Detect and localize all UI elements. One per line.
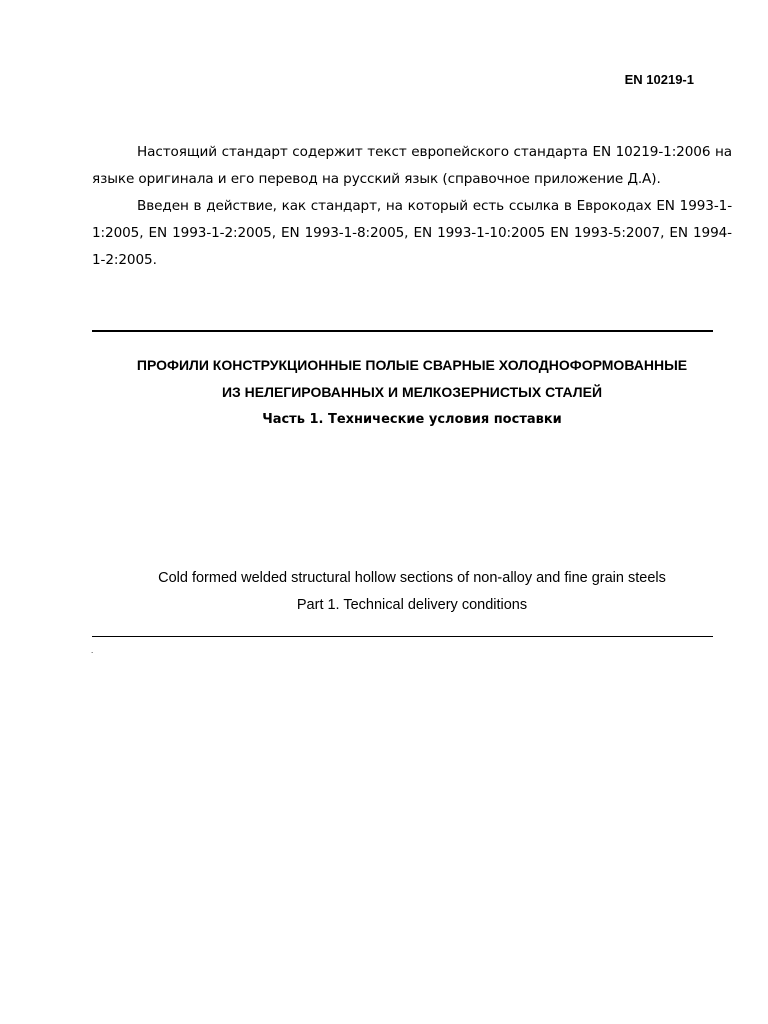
title-bottom-rule: [92, 636, 713, 637]
russian-title-line-2: ИЗ НЕЛЕГИРОВАННЫХ И МЕЛКОЗЕРНИСТЫХ СТАЛЕЙ: [221, 384, 603, 400]
english-title-line-2: Part 1. Technical delivery conditions: [296, 597, 528, 613]
standard-id: EN 10219-1: [624, 72, 694, 87]
intro-text: [92, 139, 732, 274]
english-title-line-1: Cold formed welded structural hollow sections of non-alloy and fine grain steels: [158, 570, 666, 586]
title-top-rule: [92, 330, 713, 332]
russian-title: [92, 352, 732, 406]
intro-paragraph-1: Настоящий стандарт содержит текст европейского стандарта EN 10219-1:2006 на языке оригинала и его перевод на русский язык (справочное приложение Д.А).: [92, 144, 732, 187]
russian-part-title: Часть 1. Технические условия поставки: [262, 412, 562, 427]
russian-title-line-1: ПРОФИЛИ КОНСТРУКЦИОННЫЕ ПОЛЫЕ СВАРНЫЕ ХОЛОДНОФОРМОВАННЫЕ: [136, 357, 688, 373]
intro-paragraph-2: Введен в действие, как стандарт, на который есть ссылка в Еврокодах EN 1993-1-1:2005, EN 1993-1-2:2005, EN 1993-1-8:2005, EN 1993-1-10:2005 EN 1993-5:2007, EN 1994-1-2:2005.: [92, 198, 732, 268]
english-title: [92, 565, 732, 619]
footer-dot: .: [91, 646, 94, 655]
